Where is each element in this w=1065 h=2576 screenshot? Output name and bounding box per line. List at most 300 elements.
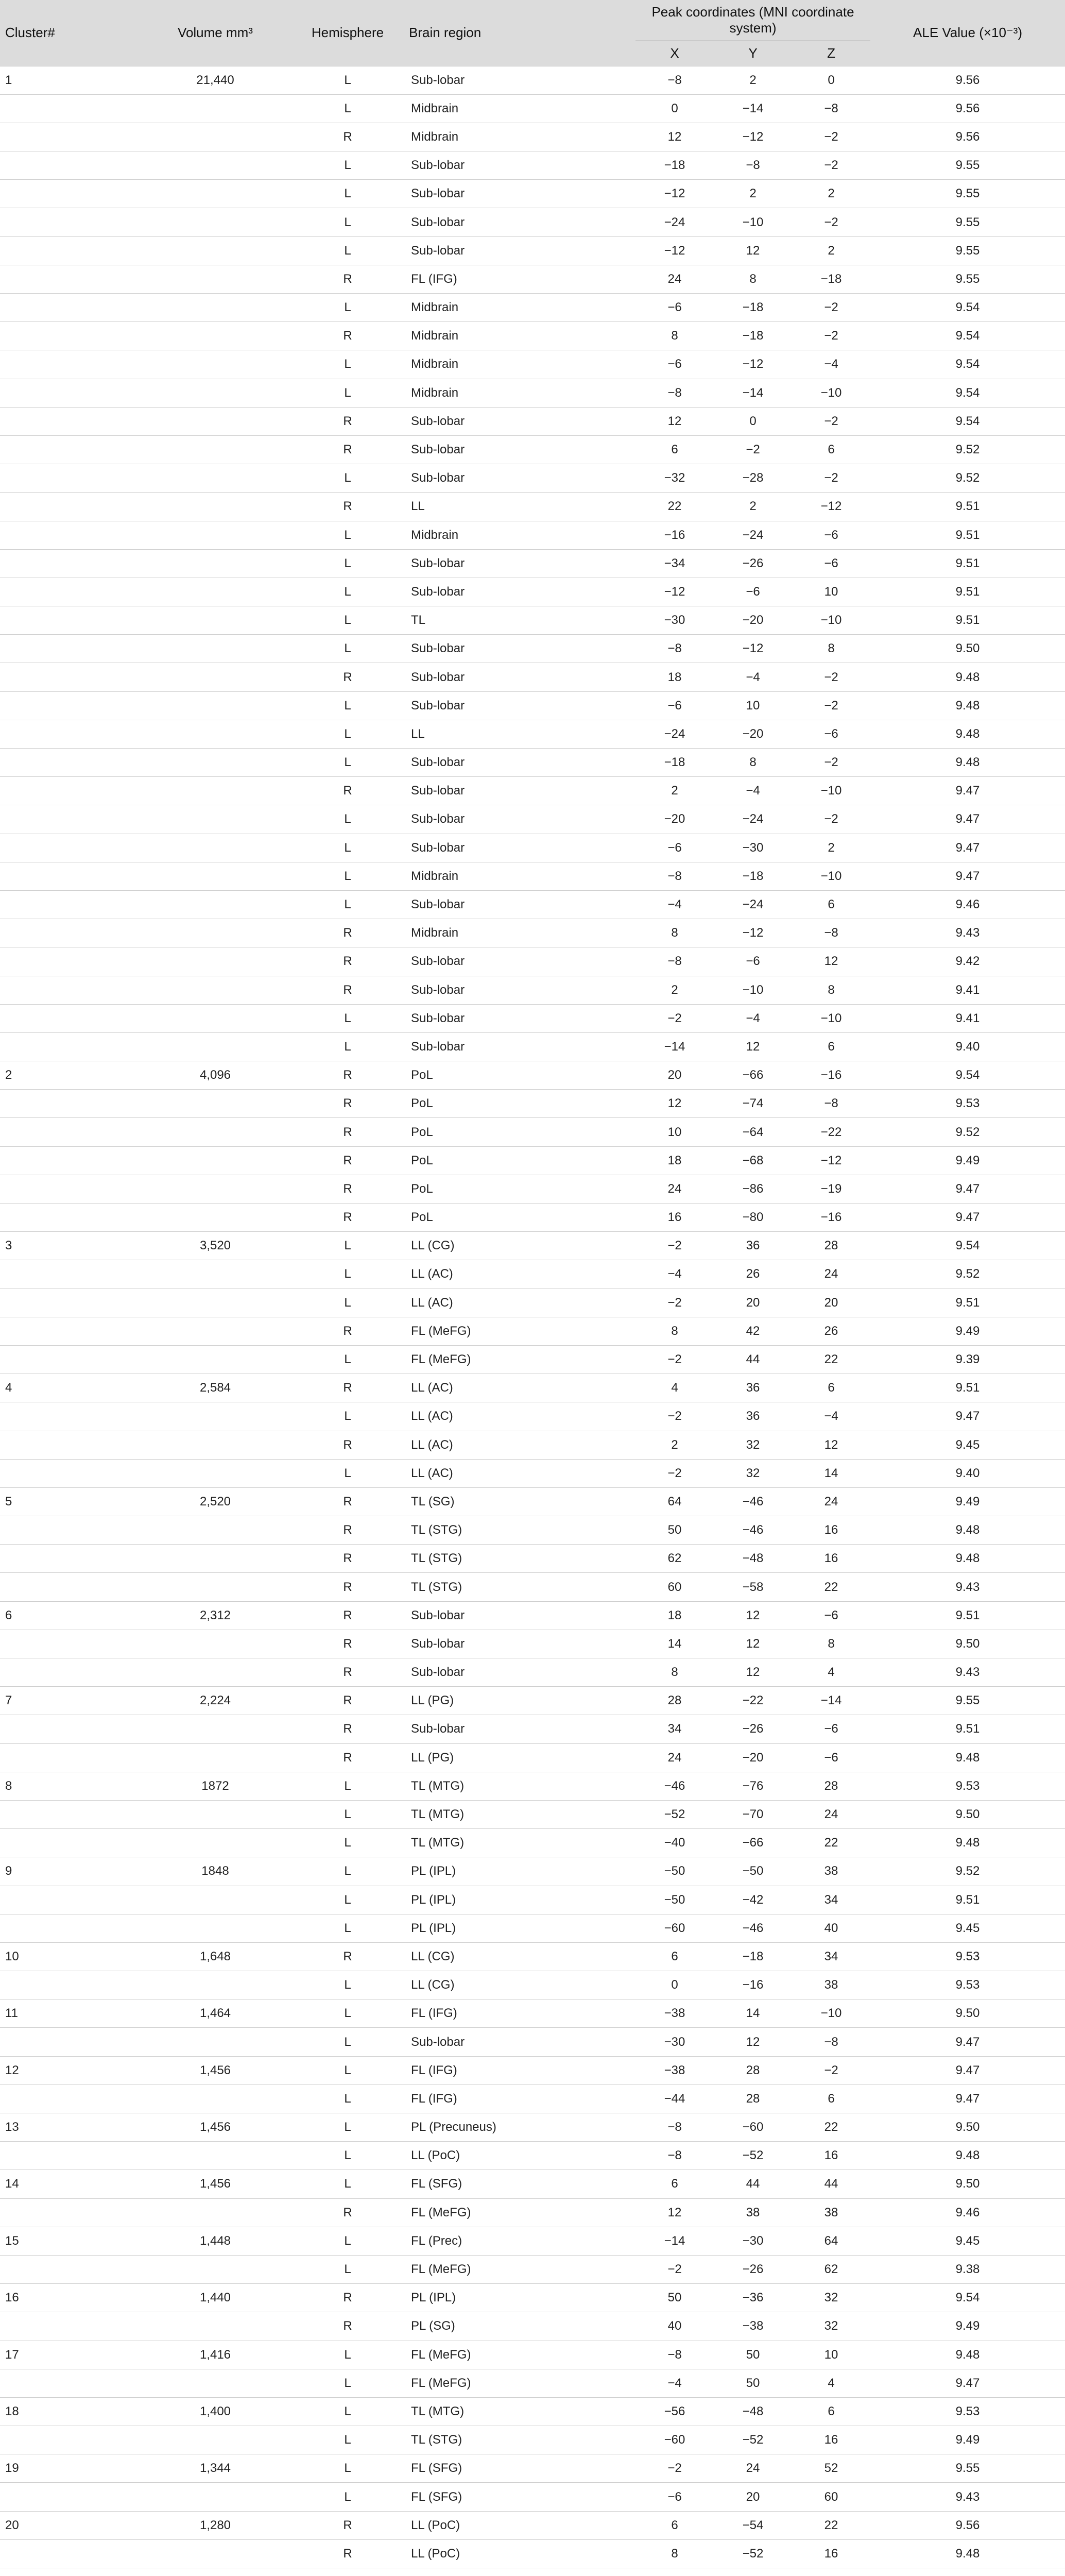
cell-x: −6: [635, 294, 714, 322]
cell-volume: [139, 1545, 291, 1573]
cell-volume: [139, 208, 291, 236]
cell-x: −38: [635, 2056, 714, 2084]
cell-cluster: [0, 1914, 139, 1942]
cell-x: 6: [635, 2511, 714, 2539]
cell-cluster: 9: [0, 1857, 139, 1886]
cell-x: −44: [635, 2084, 714, 2113]
cell-y: 2: [714, 493, 792, 521]
cell-brain-region: PL (IPL): [404, 1857, 635, 1886]
cell-x: −4: [635, 890, 714, 919]
table-row: [0, 123, 1065, 151]
cell-hemisphere: L: [291, 1772, 404, 1800]
table-row: [0, 1061, 1065, 1090]
cell-ale-value: 9.40: [870, 1459, 1065, 1487]
cell-z: 22: [792, 1829, 870, 1857]
cell-cluster: [0, 2312, 139, 2341]
cell-y: −76: [714, 1772, 792, 1800]
cell-ale-value: 9.54: [870, 1232, 1065, 1260]
cell-volume: 2,312: [139, 1601, 291, 1630]
cell-ale-value: 9.48: [870, 2539, 1065, 2568]
cell-volume: 2,584: [139, 1374, 291, 1402]
cell-cluster: [0, 1118, 139, 1146]
cell-cluster: [0, 890, 139, 919]
cell-cluster: [0, 322, 139, 350]
cell-x: −6: [635, 834, 714, 862]
cell-brain-region: FL (MeFG): [404, 2198, 635, 2227]
table-row: [0, 1999, 1065, 2028]
cell-x: 12: [635, 2198, 714, 2227]
cell-hemisphere: R: [291, 1118, 404, 1146]
cell-cluster: [0, 1886, 139, 1914]
cell-hemisphere: L: [291, 1886, 404, 1914]
cell-brain-region: LL (CG): [404, 1232, 635, 1260]
cell-ale-value: 9.45: [870, 1431, 1065, 1459]
cell-brain-region: Sub-lobar: [404, 777, 635, 805]
cell-hemisphere: L: [291, 2426, 404, 2454]
cell-x: 12: [635, 1090, 714, 1118]
cell-cluster: [0, 350, 139, 379]
cell-x: 4: [635, 1374, 714, 1402]
cell-y: −26: [714, 1715, 792, 1743]
cell-hemisphere: [291, 2568, 404, 2576]
cell-hemisphere: L: [291, 1914, 404, 1942]
cell-brain-region: Sub-lobar: [404, 749, 635, 777]
cell-cluster: [0, 94, 139, 123]
cell-brain-region: FL (MeFG): [404, 1345, 635, 1374]
cell-x: −56: [635, 2397, 714, 2426]
cell-brain-region: PL (IPL): [404, 1886, 635, 1914]
cell-z: 32: [792, 2284, 870, 2312]
cell-y: −58: [714, 1573, 792, 1601]
cell-brain-region: PL (SG): [404, 2312, 635, 2341]
cell-hemisphere: R: [291, 1715, 404, 1743]
cell-ale-value: 9.52: [870, 1857, 1065, 1886]
cell-volume: [139, 976, 291, 1004]
cell-volume: [139, 578, 291, 606]
cell-ale-value: 9.50: [870, 1800, 1065, 1828]
cell-hemisphere: L: [291, 2227, 404, 2255]
cell-ale-value: 9.55: [870, 208, 1065, 236]
cell-ale-value: 9.48: [870, 720, 1065, 748]
cell-x: 60: [635, 1573, 714, 1601]
cell-hemisphere: L: [291, 1800, 404, 1828]
header-brain-region: Brain region: [404, 0, 635, 66]
cell-x: 6: [635, 435, 714, 464]
cell-z: −2: [792, 322, 870, 350]
cell-y: −12: [714, 635, 792, 663]
cell-x: −60: [635, 2426, 714, 2454]
cell-z: 38: [792, 1971, 870, 1999]
cell-y: −10: [714, 208, 792, 236]
cell-ale-value: 9.53: [870, 1772, 1065, 1800]
cell-volume: [139, 549, 291, 578]
cell-ale-value: 9.48: [870, 663, 1065, 691]
cell-hemisphere: L: [291, 2084, 404, 2113]
cell-y: 36: [714, 1232, 792, 1260]
cell-ale-value: 9.48: [870, 2341, 1065, 2369]
cell-y: −36: [714, 2284, 792, 2312]
cell-y: 12: [714, 1032, 792, 1061]
cell-z: −16: [792, 1061, 870, 1090]
cell-z: 22: [792, 2511, 870, 2539]
table-row: [0, 2568, 1065, 2576]
cell-x: −52: [635, 1800, 714, 1828]
cell-volume: 1,344: [139, 2454, 291, 2483]
cell-ale-value: 9.55: [870, 236, 1065, 265]
cell-z: −10: [792, 777, 870, 805]
cell-x: 18: [635, 1601, 714, 1630]
cell-volume: [139, 1032, 291, 1061]
cell-ale-value: 9.40: [870, 1032, 1065, 1061]
cell-ale-value: 9.50: [870, 2170, 1065, 2198]
cell-ale-value: 9.47: [870, 805, 1065, 834]
cell-ale-value: 9.47: [870, 2028, 1065, 2056]
table-row: [0, 1487, 1065, 1516]
cell-z: −6: [792, 1715, 870, 1743]
cell-hemisphere: R: [291, 493, 404, 521]
cell-ale-value: 9.54: [870, 1061, 1065, 1090]
cell-volume: [139, 294, 291, 322]
cell-brain-region: LL (PG): [404, 1743, 635, 1772]
cell-ale-value: 9.47: [870, 862, 1065, 890]
cell-cluster: [0, 1459, 139, 1487]
cell-hemisphere: L: [291, 2056, 404, 2084]
cell-y: −48: [714, 1545, 792, 1573]
cell-ale-value: 9.39: [870, 1345, 1065, 1374]
cell-z: 16: [792, 2426, 870, 2454]
table-row: [0, 265, 1065, 293]
cell-ale-value: 9.52: [870, 1260, 1065, 1289]
cell-cluster: 5: [0, 1487, 139, 1516]
cell-x: −2: [635, 1289, 714, 1317]
cell-y: −14: [714, 94, 792, 123]
cell-volume: 1,280: [139, 2511, 291, 2539]
cell-y: 44: [714, 1345, 792, 1374]
cell-ale-value: 9.56: [870, 66, 1065, 94]
cell-cluster: [0, 1658, 139, 1687]
cell-ale-value: 9.43: [870, 1658, 1065, 1687]
cell-ale-value: 9.47: [870, 2056, 1065, 2084]
cell-y: 24: [714, 2454, 792, 2483]
cell-brain-region: Sub-lobar: [404, 435, 635, 464]
cell-cluster: 10: [0, 1942, 139, 1971]
cell-ale-value: 9.50: [870, 1630, 1065, 1658]
cell-brain-region: Sub-lobar: [404, 805, 635, 834]
cell-ale-value: 9.51: [870, 1289, 1065, 1317]
table-row: [0, 1232, 1065, 1260]
table-row: [0, 151, 1065, 180]
cell-volume: [139, 180, 291, 208]
table-row: [0, 1345, 1065, 1374]
cell-ale-value: 9.55: [870, 151, 1065, 180]
cell-hemisphere: L: [291, 151, 404, 180]
cell-ale-value: 9.53: [870, 1971, 1065, 1999]
cell-y: −46: [714, 1487, 792, 1516]
cell-volume: [139, 606, 291, 635]
header-cluster: Cluster#: [0, 0, 139, 66]
cell-brain-region: TL (MTG): [404, 1829, 635, 1857]
table-row: [0, 379, 1065, 407]
cell-hemisphere: R: [291, 1146, 404, 1175]
cell-cluster: [0, 2028, 139, 2056]
table-row: [0, 2369, 1065, 2397]
cell-ale-value: 9.56: [870, 123, 1065, 151]
cell-brain-region: FL (SFG): [404, 2454, 635, 2483]
table-row: [0, 66, 1065, 94]
cell-brain-region: Sub-lobar: [404, 834, 635, 862]
cell-hemisphere: R: [291, 663, 404, 691]
cell-x: −2: [635, 1402, 714, 1431]
cell-volume: [139, 635, 291, 663]
cell-x: 8: [635, 1317, 714, 1345]
cell-z: −2: [792, 407, 870, 435]
cell-y: −16: [714, 1971, 792, 1999]
cell-hemisphere: R: [291, 322, 404, 350]
cell-cluster: [0, 549, 139, 578]
cell-brain-region: LL (AC): [404, 1260, 635, 1289]
cell-x: −6: [635, 350, 714, 379]
table-row: [0, 2170, 1065, 2198]
cell-ale-value: 9.48: [870, 691, 1065, 720]
cell-x: 12: [635, 123, 714, 151]
cell-x: −8: [635, 862, 714, 890]
cell-cluster: [0, 1090, 139, 1118]
cell-brain-region: TL (STG): [404, 1516, 635, 1545]
cell-cluster: [0, 606, 139, 635]
cell-brain-region: TL (STG): [404, 1573, 635, 1601]
cell-volume: [139, 1715, 291, 1743]
cell-z: 64: [792, 2227, 870, 2255]
cell-x: −24: [635, 720, 714, 748]
cell-z: 32: [792, 2312, 870, 2341]
table-row: [0, 862, 1065, 890]
table-row: [0, 1772, 1065, 1800]
cell-cluster: [0, 1516, 139, 1545]
cell-brain-region: Sub-lobar: [404, 151, 635, 180]
cell-cluster: [0, 2568, 139, 2576]
cell-brain-region: LL (PoC): [404, 2511, 635, 2539]
cell-volume: [139, 2426, 291, 2454]
cell-y: 8: [714, 749, 792, 777]
cell-y: 26: [714, 1260, 792, 1289]
cell-cluster: [0, 464, 139, 493]
table-row: [0, 1175, 1065, 1203]
cell-volume: [139, 350, 291, 379]
cell-cluster: [0, 1829, 139, 1857]
cell-volume: [139, 919, 291, 947]
cell-y: −54: [714, 2511, 792, 2539]
cell-x: −4: [635, 2369, 714, 2397]
cell-z: 22: [792, 2113, 870, 2142]
cell-cluster: [0, 1630, 139, 1658]
table-row: [0, 919, 1065, 947]
cell-hemisphere: L: [291, 720, 404, 748]
cell-volume: [139, 2255, 291, 2283]
cell-volume: 1,464: [139, 1999, 291, 2028]
cell-y: −48: [714, 2397, 792, 2426]
cell-hemisphere: L: [291, 2113, 404, 2142]
cell-cluster: [0, 521, 139, 549]
cell-ale-value: 9.47: [870, 777, 1065, 805]
cell-cluster: 7: [0, 1687, 139, 1715]
table-row: [0, 2341, 1065, 2369]
cell-brain-region: Sub-lobar: [404, 1004, 635, 1032]
cell-ale-value: 9.47: [870, 1175, 1065, 1203]
cell-brain-region: Midbrain: [404, 294, 635, 322]
cell-volume: [139, 1345, 291, 1374]
table-row: [0, 549, 1065, 578]
cell-volume: [139, 1658, 291, 1687]
cell-ale-value: 9.47: [870, 2084, 1065, 2113]
cell-brain-region: Sub-lobar: [404, 635, 635, 663]
cell-x: 0: [635, 94, 714, 123]
table-row: [0, 2539, 1065, 2568]
cell-ale-value: 9.47: [870, 1204, 1065, 1232]
cell-brain-region: LL: [404, 493, 635, 521]
cell-hemisphere: R: [291, 1545, 404, 1573]
cell-cluster: [0, 1715, 139, 1743]
table-row: [0, 493, 1065, 521]
cell-cluster: [0, 1345, 139, 1374]
cell-brain-region: LL (PoC): [404, 2142, 635, 2170]
table-row: [0, 947, 1065, 976]
cell-y: 20: [714, 1289, 792, 1317]
cell-ale-value: 9.43: [870, 2483, 1065, 2511]
cell-z: 16: [792, 1516, 870, 1545]
cell-z: 16: [792, 2539, 870, 2568]
cell-volume: [139, 805, 291, 834]
cell-cluster: [0, 2198, 139, 2227]
cell-x: 40: [635, 2312, 714, 2341]
cell-x: −2: [635, 1232, 714, 1260]
cell-brain-region: Sub-lobar: [404, 691, 635, 720]
cell-volume: [139, 947, 291, 976]
table-row: [0, 1857, 1065, 1886]
table-row: [0, 1118, 1065, 1146]
cell-y: 38: [714, 2198, 792, 2227]
cell-x: 24: [635, 1175, 714, 1203]
cell-ale-value: 9.54: [870, 379, 1065, 407]
cell-ale-value: 9.38: [870, 2255, 1065, 2283]
cell-x: −4: [635, 1260, 714, 1289]
cell-cluster: [0, 1402, 139, 1431]
cell-x: −34: [635, 549, 714, 578]
cell-ale-value: 9.51: [870, 1886, 1065, 1914]
cell-z: 24: [792, 1487, 870, 1516]
cell-ale-value: 9.48: [870, 1545, 1065, 1573]
cell-y: 12: [714, 1630, 792, 1658]
cell-z: 52: [792, 2454, 870, 2483]
cell-volume: [139, 2084, 291, 2113]
cell-y: 12: [714, 1658, 792, 1687]
table-row: [0, 2113, 1065, 2142]
table-row: [0, 834, 1065, 862]
cell-y: [714, 2568, 792, 2576]
cell-y: −30: [714, 2227, 792, 2255]
table-row: [0, 691, 1065, 720]
cell-z: 6: [792, 435, 870, 464]
cell-y: −46: [714, 1516, 792, 1545]
cell-y: −24: [714, 890, 792, 919]
cell-y: 20: [714, 2483, 792, 2511]
cell-ale-value: 9.54: [870, 322, 1065, 350]
cell-cluster: [0, 1800, 139, 1828]
cell-hemisphere: L: [291, 691, 404, 720]
table-row: [0, 94, 1065, 123]
cell-x: −12: [635, 578, 714, 606]
cell-cluster: 17: [0, 2341, 139, 2369]
cell-brain-region: LL (PoC): [404, 2539, 635, 2568]
table-row: [0, 1715, 1065, 1743]
cell-ale-value: 9.54: [870, 350, 1065, 379]
cell-volume: [139, 777, 291, 805]
cell-volume: [139, 1459, 291, 1487]
cell-ale-value: 9.51: [870, 493, 1065, 521]
cell-ale-value: 9.51: [870, 1715, 1065, 1743]
cell-brain-region: Sub-lobar: [404, 890, 635, 919]
cell-volume: [139, 834, 291, 862]
cell-y: 12: [714, 236, 792, 265]
cell-volume: 1,440: [139, 2284, 291, 2312]
cell-z: −8: [792, 919, 870, 947]
cell-brain-region: LL: [404, 720, 635, 748]
cell-brain-region: Sub-lobar: [404, 976, 635, 1004]
cell-ale-value: 9.49: [870, 2426, 1065, 2454]
cell-z: −6: [792, 720, 870, 748]
cell-cluster: [0, 720, 139, 748]
cell-z: −2: [792, 464, 870, 493]
cell-volume: [139, 407, 291, 435]
cell-hemisphere: L: [291, 208, 404, 236]
cell-ale-value: 9.53: [870, 1090, 1065, 1118]
cell-x: −2: [635, 1345, 714, 1374]
cell-brain-region: Midbrain: [404, 94, 635, 123]
cell-hemisphere: L: [291, 1232, 404, 1260]
cell-x: 8: [635, 2539, 714, 2568]
table-row: [0, 1573, 1065, 1601]
cell-cluster: 20: [0, 2511, 139, 2539]
cell-cluster: 4: [0, 1374, 139, 1402]
cell-ale-value: 9.42: [870, 947, 1065, 976]
cell-hemisphere: L: [291, 294, 404, 322]
cell-brain-region: Sub-lobar: [404, 407, 635, 435]
cell-brain-region: Sub-lobar: [404, 1715, 635, 1743]
cell-z: −2: [792, 749, 870, 777]
cell-brain-region: Sub-lobar: [404, 180, 635, 208]
cell-ale-value: 9.52: [870, 1118, 1065, 1146]
cell-ale-value: 9.48: [870, 749, 1065, 777]
cell-hemisphere: R: [291, 1431, 404, 1459]
cell-brain-region: TL (STG): [404, 2426, 635, 2454]
cell-volume: [139, 1743, 291, 1772]
table-row: [0, 350, 1065, 379]
cell-y: −18: [714, 322, 792, 350]
cell-brain-region: PL (IPL): [404, 2284, 635, 2312]
cell-z: −2: [792, 208, 870, 236]
cell-ale-value: 9.43: [870, 1573, 1065, 1601]
cell-y: −18: [714, 294, 792, 322]
cell-x: −24: [635, 208, 714, 236]
cell-hemisphere: L: [291, 1459, 404, 1487]
cell-y: −20: [714, 720, 792, 748]
cell-brain-region: PL (Precuneus): [404, 2113, 635, 2142]
cell-z: −19: [792, 1175, 870, 1203]
table-row: [0, 2454, 1065, 2483]
cell-cluster: [0, 1431, 139, 1459]
cell-ale-value: 9.51: [870, 521, 1065, 549]
cell-y: −66: [714, 1061, 792, 1090]
cell-cluster: [0, 578, 139, 606]
